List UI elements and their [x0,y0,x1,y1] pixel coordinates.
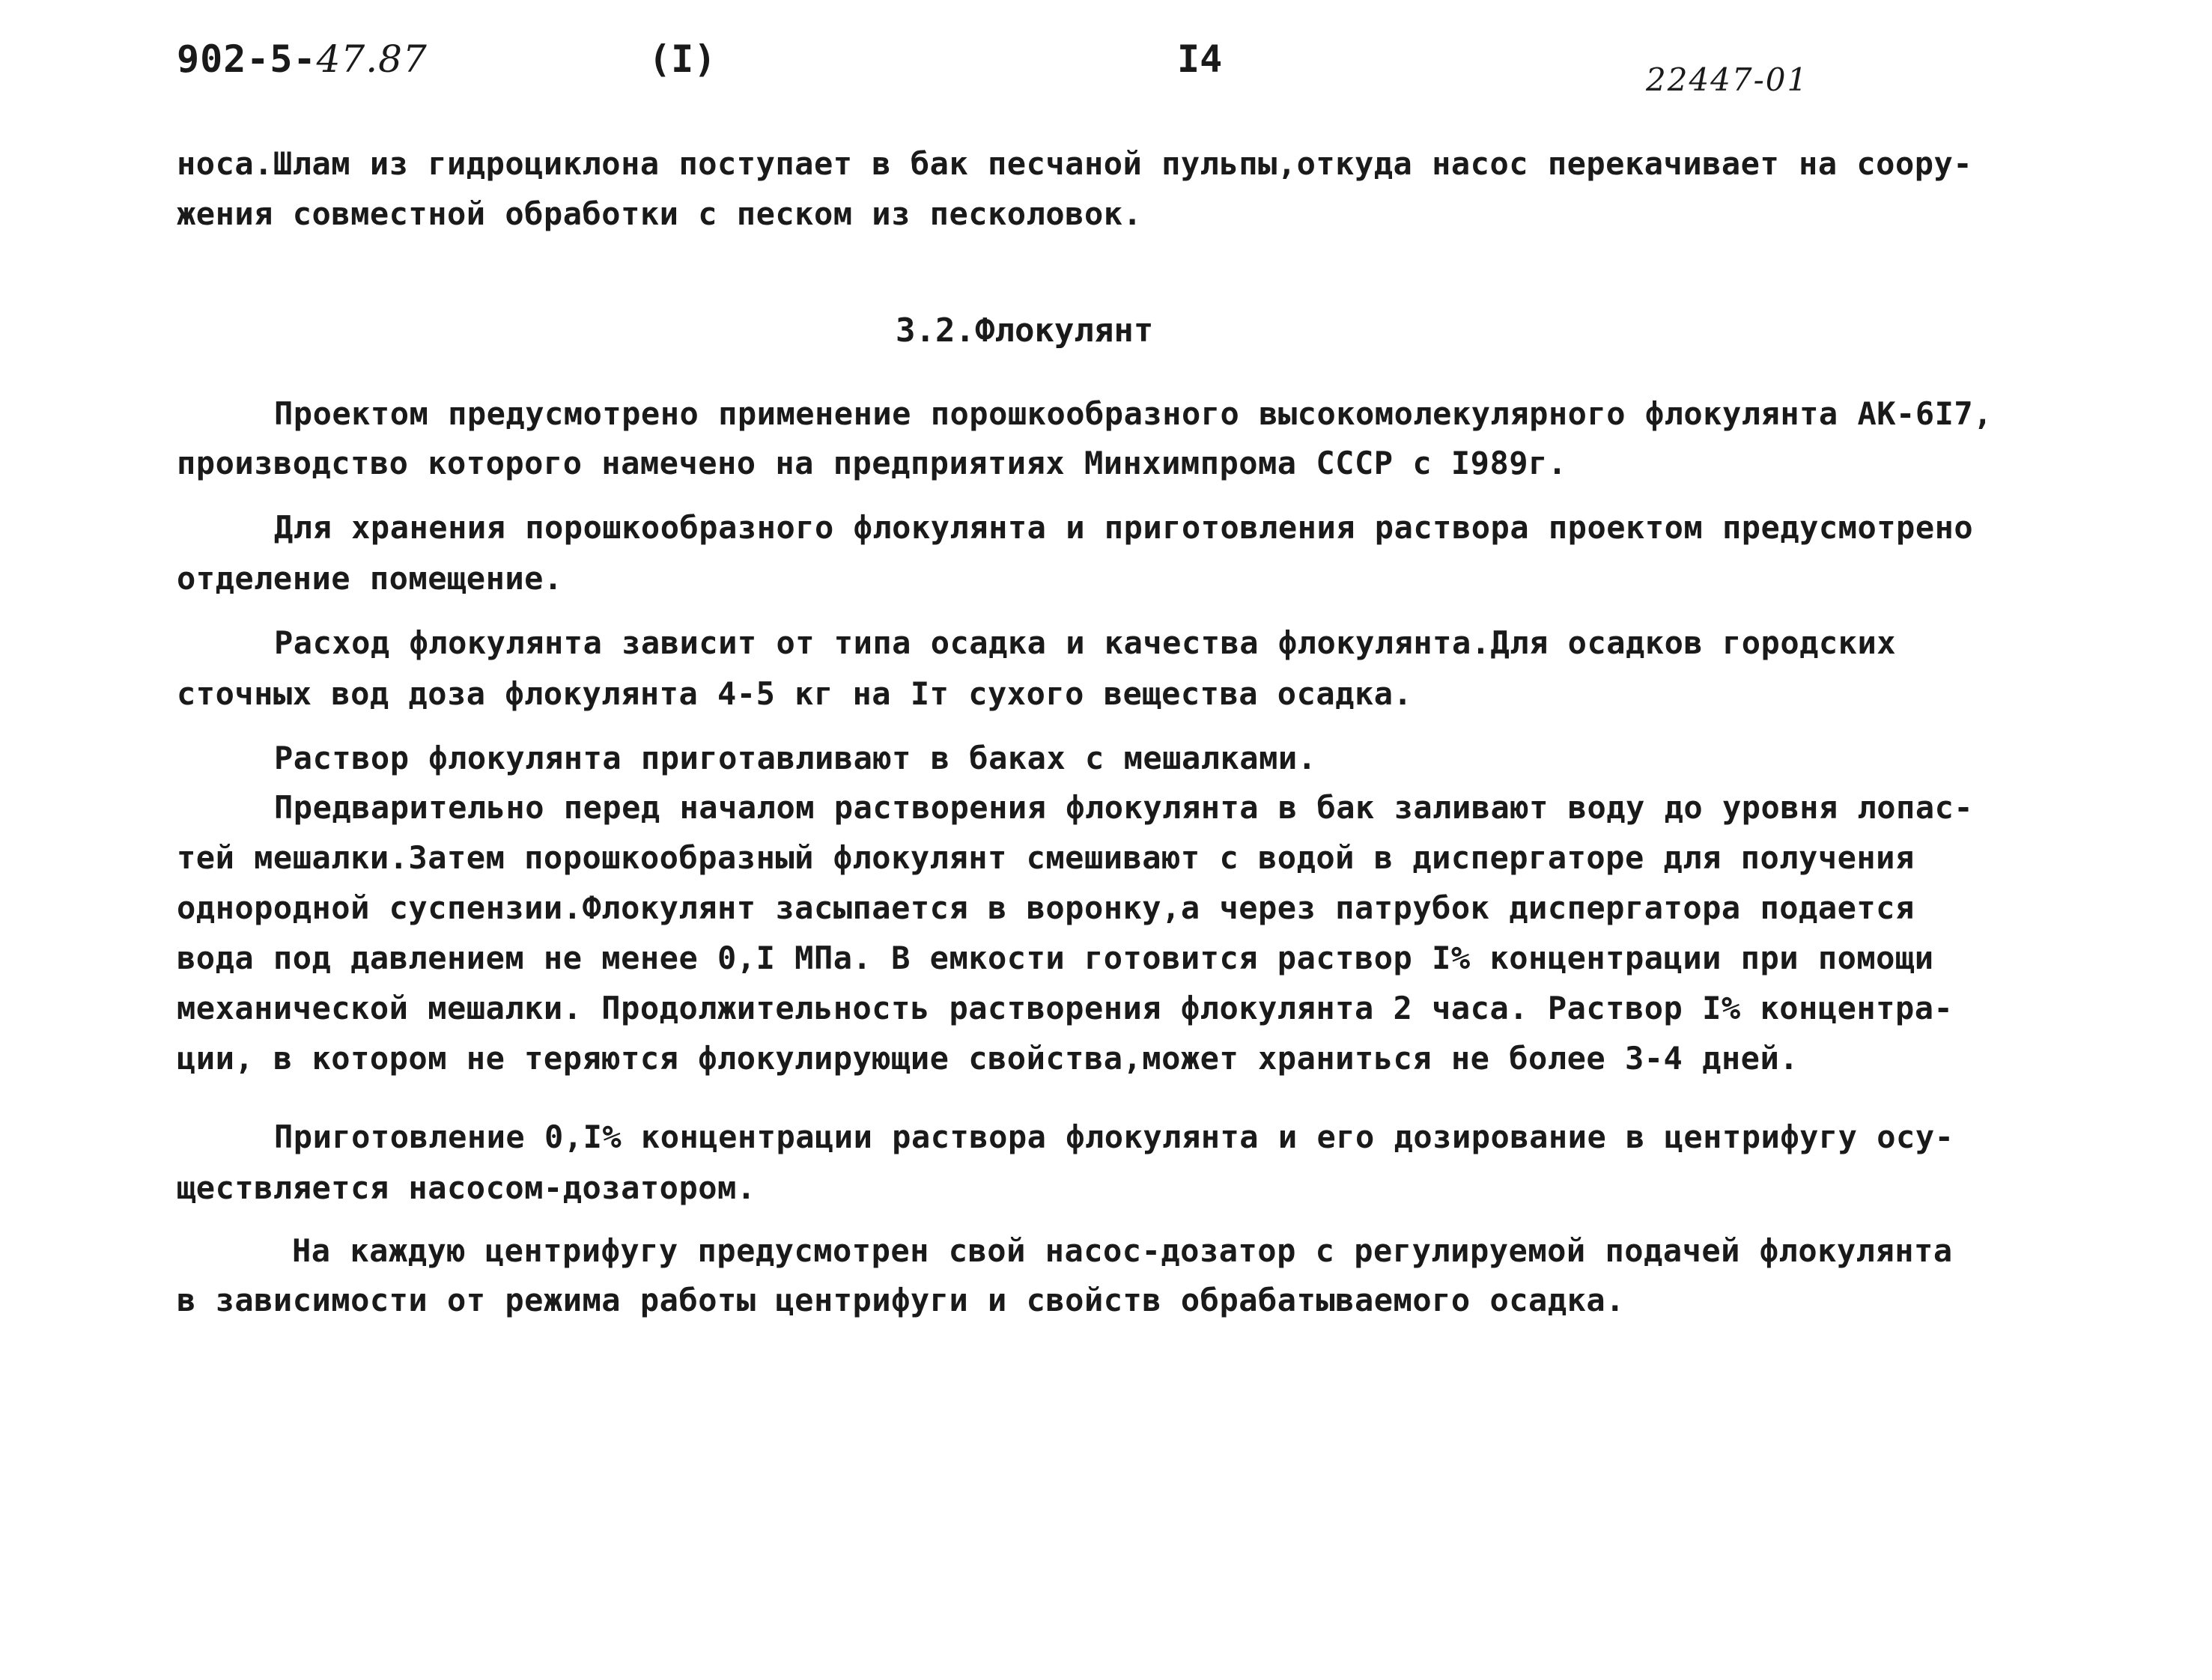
text-line: однородной суспензии.Флокулянт засыпается в воронку,а через патрубок диспергатора подается [177,889,1915,926]
text-line: Приготовление 0,I% концентрации раствора флокулянта и его дозирование в центрифугу осу- [274,1119,1954,1155]
text-line: жения совместной обработки с песком из песколовок. [177,195,1143,232]
text-line: носа.Шлам из гидроциклона поступает в бак песчаной пульпы,откуда насос перекачивает на соору- [177,145,1973,182]
album-number: 22447-01 [1646,61,1809,98]
text-line: в зависимости от режима работы центрифуги и свойств обрабатываемого осадка. [177,1282,1625,1318]
sheet-number: (I) [648,37,717,81]
section-heading: 3.2.Флокулянт [896,311,1154,350]
text-line: механической мешалки. Продолжительность растворения флокулянта 2 часа. Раствор I% концентра- [177,990,1954,1026]
document-code-printed: 902-5- [177,37,317,81]
text-line: Предварительно перед началом растворения флокулянта в бак заливают воду до уровня лопас- [274,789,1974,826]
text-line: Для хранения порошкообразного флокулянта и приготовления раствора проектом предусмотрено [274,509,1974,546]
text-line: сточных вод доза флокулянта 4-5 кг на Iт сухого вещества осадка. [177,675,1413,712]
text-line: отделение помещение. [177,560,563,597]
text-line: Расход флокулянта зависит от типа осадка и качества флокулянта.Для осадков городских [274,624,1897,661]
text-line: ществляется насосом-дозатором. [177,1169,756,1206]
text-line: производство которого намечено на предприятиях Минхимпрома СССР с I989г. [177,445,1567,481]
text-line: ции, в котором не теряются флокулирующие свойства,может храниться не более 3-4 дней. [177,1040,1799,1077]
document-code [177,37,428,81]
document-code-handwritten: 47.87 [316,37,428,81]
text-line: Раствор флокулянта приготавливают в баках с мешалками. [274,740,1317,776]
text-line: Проектом предусмотрено применение порошкообразного высокомолекулярного флокулянта АК-6I7, [274,395,1993,432]
text-line: На каждую центрифугу предусмотрен свой насос-дозатор с регулируемой подачей флокулянта [292,1232,1953,1269]
text-line: тей мешалки.Затем порошкообразный флокулянт смешивают с водой в диспергаторе для получения [177,839,1915,876]
page-number: I4 [1177,37,1223,81]
text-line: вода под давлением не менее 0,I МПа. В емкости готовится раствор I% концентрации при помощи [177,940,1934,976]
